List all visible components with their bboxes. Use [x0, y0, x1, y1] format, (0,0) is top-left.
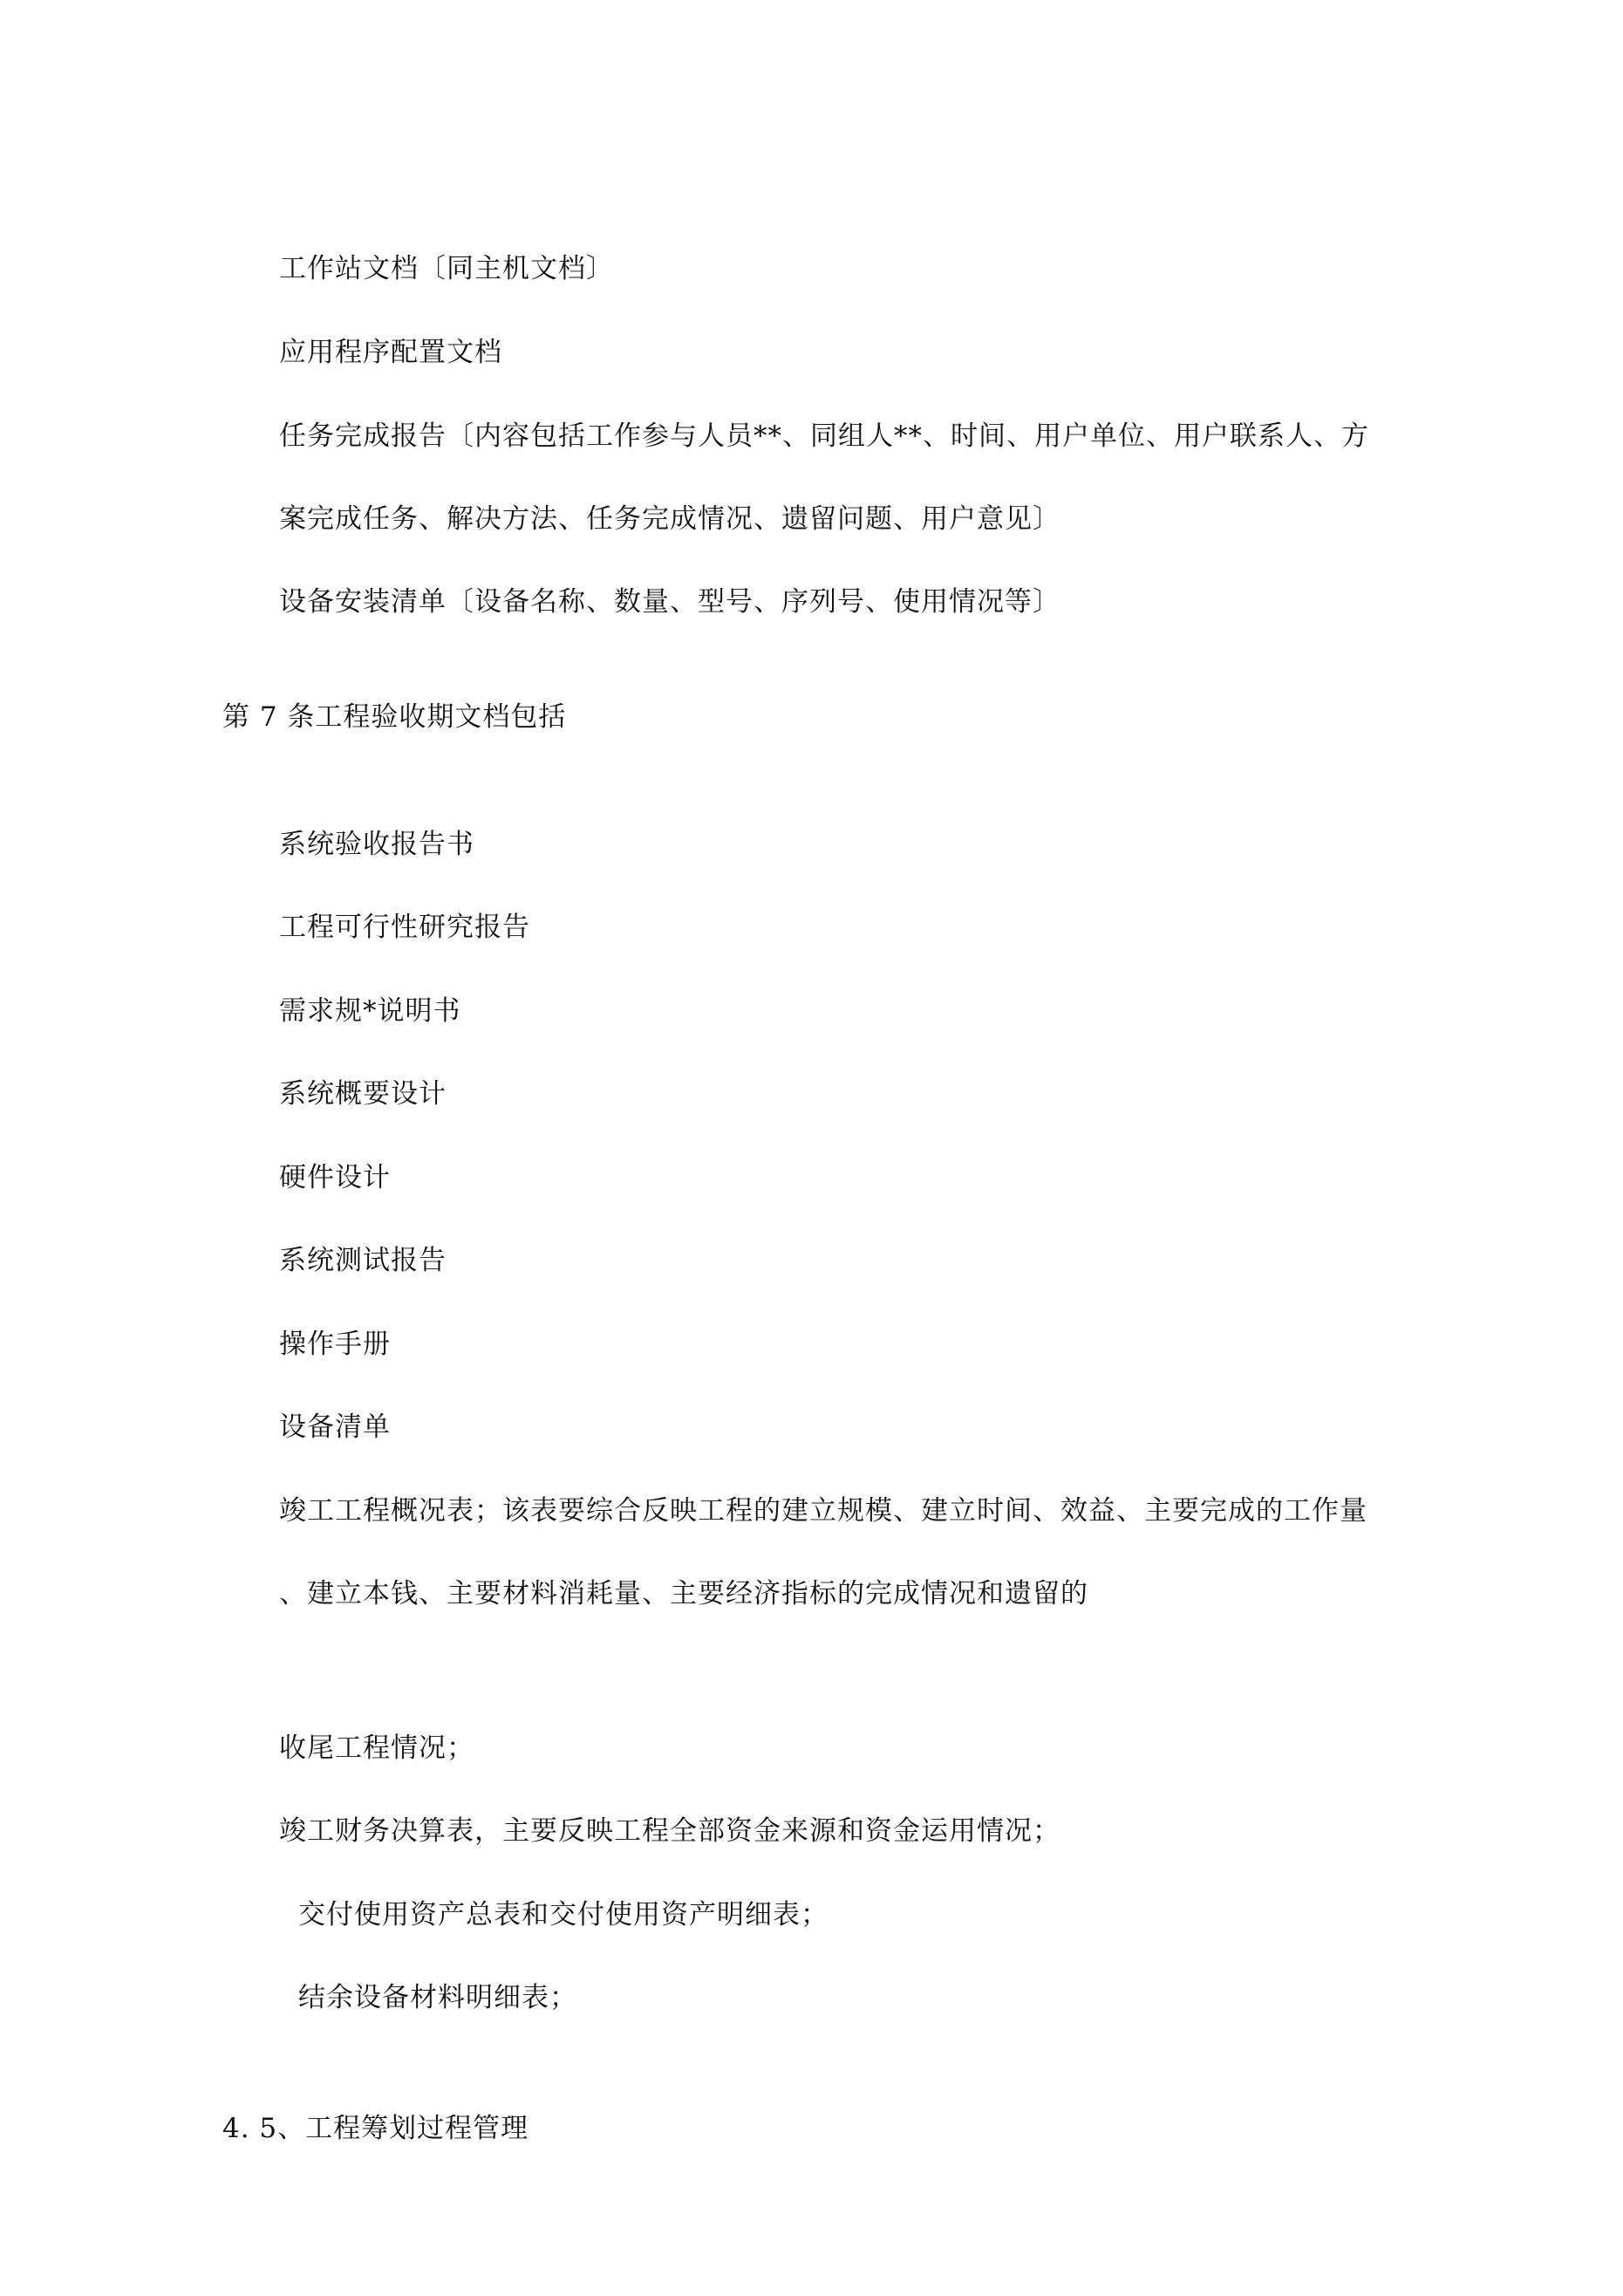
list-item: 系统验收报告书: [279, 829, 474, 860]
section-heading: 4. 5、工程筹划过程管理: [222, 2113, 529, 2144]
list-item: 收尾工程情况；: [279, 1732, 474, 1764]
list-item: 应用程序配置文档: [279, 337, 502, 368]
paragraph-line: 案完成任务、解决方法、任务完成情况、遗留问题、用户意见〕: [279, 503, 1060, 535]
list-item: 需求规*说明书: [279, 995, 461, 1027]
list-item: 竣工财务决算表，主要反映工程全部资金来源和资金运用情况；: [279, 1815, 1060, 1847]
list-item: 系统概要设计: [279, 1078, 447, 1110]
paragraph-line: 竣工工程概况表；该表要综合反映工程的建立规模、建立时间、效益、主要完成的工作量: [279, 1495, 1367, 1527]
paragraph-line: 、建立本钱、主要材料消耗量、主要经济指标的完成情况和遗留的: [279, 1578, 1088, 1609]
list-item: 硬件设计: [279, 1162, 391, 1193]
list-item: 操作手册: [279, 1329, 391, 1360]
list-item: 系统测试报告: [279, 1245, 447, 1276]
list-item: 结余设备材料明细表；: [298, 1982, 577, 2013]
list-item: 工程可行性研究报告: [279, 912, 530, 943]
list-item: 工作站文档〔同主机文档〕: [279, 253, 614, 284]
list-item: 交付使用资产总表和交付使用资产明细表；: [298, 1899, 829, 1930]
paragraph-line: 任务完成报告〔内容包括工作参与人员**、同组人**、时间、用户单位、用户联系人、方: [279, 420, 1369, 452]
section-heading: 第 7 条工程验收期文档包括: [222, 701, 567, 733]
list-item: 设备清单: [279, 1411, 391, 1443]
list-item: 设备安装清单〔设备名称、数量、型号、序列号、使用情况等〕: [279, 586, 1060, 618]
